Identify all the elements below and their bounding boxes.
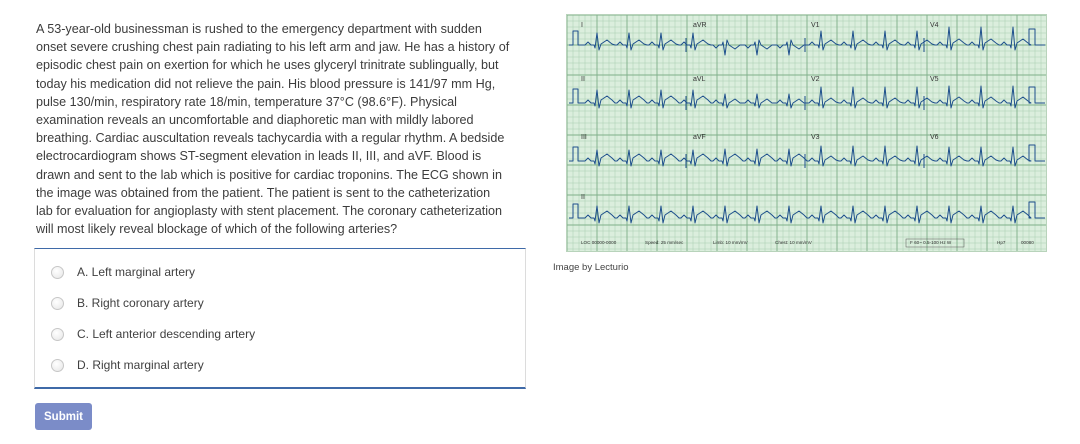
radio-button[interactable] — [51, 328, 64, 341]
radio-button[interactable] — [51, 297, 64, 310]
question-line: drawn and sent to the lab which is positive for cardiac troponins. The ECG shown in — [36, 167, 502, 182]
ecg-lead-label: V5 — [930, 76, 939, 83]
ecg-footer-text: F 60~ 0.5-100 Hz W — [910, 240, 952, 245]
ecg-lead-label: V4 — [930, 22, 939, 29]
ecg-footer-text: 00080 — [1021, 240, 1034, 245]
answer-option-b[interactable] — [51, 293, 204, 313]
option-label: C. Left anterior descending artery — [77, 327, 256, 341]
answer-choices — [34, 248, 526, 389]
ecg-lead-label: aVL — [693, 76, 706, 83]
question-line: pulse 130/min, respiratory rate 18/min, temperature 37°C (98.6°F). Physical — [36, 94, 457, 109]
answer-option-d[interactable] — [51, 355, 204, 375]
ecg-footer-text: Limb: 10 mm/mV — [713, 240, 748, 245]
ecg-lead-label: V2 — [811, 76, 820, 83]
ecg-footer-text: LOC 00000-0000 — [581, 240, 617, 245]
radio-button[interactable] — [51, 359, 64, 372]
ecg-lead-label: II — [581, 76, 585, 83]
question-stem — [36, 20, 532, 238]
ecg-lead-label: V6 — [930, 134, 939, 141]
ecg-footer-text: Hp7 — [997, 240, 1006, 245]
answer-option-c[interactable] — [51, 324, 255, 344]
question-line: onset severe crushing chest pain radiating to his left arm and jaw. He has a history of — [36, 40, 510, 55]
ecg-lead-label: aVF — [693, 134, 706, 141]
ecg-lead-label: aVR — [693, 22, 707, 29]
question-line: A 53-year-old businessman is rushed to the emergency department with sudden — [36, 22, 482, 36]
question-line: today his medication did not relieve the pain. His blood pressure is 141/97 mm Hg, — [36, 76, 496, 91]
question-line: lab for evaluation for angioplasty with stent placement. The coronary catheterization — [36, 204, 502, 219]
ecg-lead-label: V1 — [811, 22, 820, 29]
option-label: D. Right marginal artery — [77, 358, 204, 372]
question-line: breathing. Cardiac auscultation reveals tachycardia with a regular rhythm. A bedside — [36, 131, 505, 146]
ecg-lead-label: V3 — [811, 134, 820, 141]
ecg-footer-text: Speed: 25 mm/sec — [645, 240, 684, 245]
radio-button[interactable] — [51, 266, 64, 279]
ecg-lead-label: III — [581, 134, 587, 141]
ecg-image — [566, 14, 1047, 252]
question-line: episodic chest pain on exertion for which he uses glyceryl trinitrate sublingually, but — [36, 58, 499, 73]
option-label: A. Left marginal artery — [77, 265, 196, 279]
question-line: electrocardiogram shows ST-segment elevation in leads II, III, and aVF. Blood is — [36, 149, 482, 164]
question-line: examination reveals an uncomfortable and diaphoretic man with mildly labored — [36, 113, 474, 128]
option-label: B. Right coronary artery — [77, 296, 204, 310]
ecg-tracing — [567, 15, 1047, 252]
answer-option-a[interactable] — [51, 262, 195, 282]
ecg-footer-text: Chest: 10 mm/mV — [775, 240, 812, 245]
question-line: will most likely reveal blockage of which of the following arteries? — [36, 222, 398, 237]
submit-button[interactable]: Submit — [35, 403, 92, 430]
ecg-lead-label: II — [581, 194, 585, 201]
image-caption: Image by Lecturio — [553, 262, 629, 273]
ecg-lead-label: I — [581, 22, 583, 29]
question-line: the image was obtained from the patient. The patient is sent to the catheterization — [36, 185, 491, 200]
